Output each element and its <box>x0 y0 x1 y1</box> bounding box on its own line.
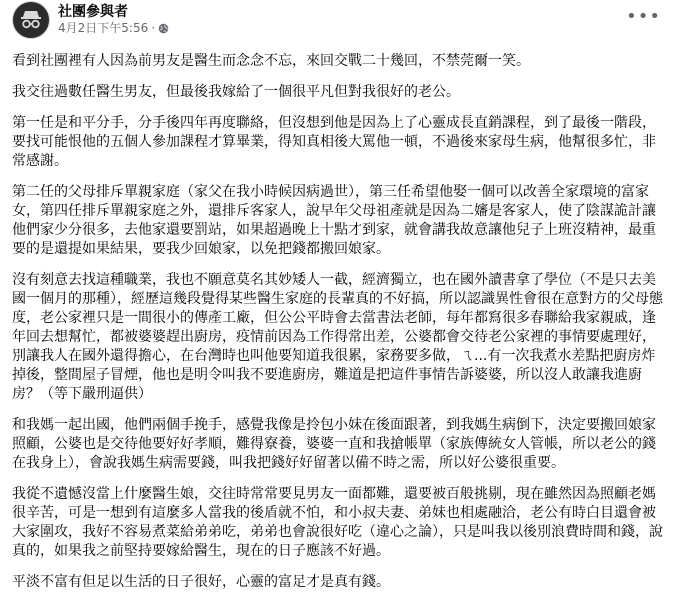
paragraph: 平淡不富有但足以生活的日子很好，心靈的富足才是真有錢。 <box>12 574 390 590</box>
paragraph: 我交往過數任醫生男友，但最後我嫁給了一個很平凡但對我很好的老公。 <box>12 84 460 100</box>
paragraph: 第一任是和平分手，分手後四年再度聯絡，但沒想到他是因為上了心靈成長直銷課程，到了最後一階段，要找可能恨他的五個人參加課程才算畢業，得知真相後大罵他一頓，不過後來家母生病，他幫很多忙，非常感謝。 <box>12 115 656 169</box>
anonymous-avatar-glyph <box>16 5 46 35</box>
post-meta <box>58 4 169 36</box>
author-name[interactable]: 社團參與者 <box>58 4 128 20</box>
timestamp[interactable]: 4月2日下午5:56 <box>58 21 149 35</box>
more-options-icon[interactable]: ••• <box>626 6 661 27</box>
paragraph: 我從不遺憾沒當上什麼醫生娘，交往時常常要見男友一面都難，還要被百般挑剔，現在雖然因為照顧老媽很辛苦，可是一想到有這麼多人當我的後盾就不怕，和小叔夫妻、弟妹也相處融洽，老公有時白目還會被大家圍攻，我好不容易煮菜給弟弟吃，弟弟也會說很好吃（違心之論），只是叫我以後別浪費時間和錢，說真的，如果我之前堅持要嫁給醫生，現在的日子應該不好過。 <box>12 486 663 559</box>
separator-dot: · <box>151 21 156 35</box>
paragraph: 沒有刻意去找這種職業，我也不願意莫名其妙矮人一截，經濟獨立，也在國外讀書拿了學位（不是只去美國一個月的那種），經歷這幾段覺得某些醫生家庭的長輩真的不好搞，所以認識異性會很在意對方的父母態度，老公家裡只是一間很小的傳產工廠，但公公平時會去當書法老師，每年都寫很多春聯給我家親戚，逢年回去想幫忙，都被婆婆趕出廚房，疫情前因為工作得常出差，公婆都會交待老公家裡的事情要處理好，別讓我人在國外還得擔心，在台灣時也叫他要知道我很累，家務要多做，ㄟ...有一次我煮水差點把廚房炸掉後，整間屋子冒煙，他也是明令叫我不要進廚房，難道是把這件事情告訴婆婆，所以沒人敢讓我進廚房？（等下嚴刑逼供） <box>12 272 663 402</box>
globe-icon[interactable] <box>158 23 169 34</box>
post-header <box>12 0 169 40</box>
paragraph: 和我媽一起出國，他們兩個手挽手，感覺我像是拎包小妹在後面跟著，到我媽生病倒下，決定要搬回娘家照顧，公婆也是交待他要好好孝順，難得寮養，婆婆一直和我搶帳單（家族傳統女人管帳，所以老公的錢在我身上），會說我媽生病需要錢，叫我把錢好好留著以備不時之需，所以好公婆很重要。 <box>12 417 656 471</box>
paragraph: 第二任的父母排斥單親家庭（家父在我小時候因病過世），第三任希望他娶一個可以改善全家環境的富家女，第四任排斥單親家庭之外，還排斥客家人，說早年父母祖產就是因為二嬸是客家人，使了陰謀詭計讓他們家少分很多，去他家還要罰站，如果超過晚上十點才到家，就會講我故意讓他兒子上班沒精神，最重要的是還提如果結果，要我少回娘家，以免把錢都搬回娘家。 <box>12 184 656 257</box>
anonymous-user-icon[interactable] <box>12 1 50 39</box>
timestamp-row <box>58 21 169 36</box>
post-body <box>12 52 667 604</box>
paragraph: 看到社團裡有人因為前男友是醫生而念念不忘，來回交戰二十幾回，不禁莞爾一笑。 <box>12 53 530 69</box>
